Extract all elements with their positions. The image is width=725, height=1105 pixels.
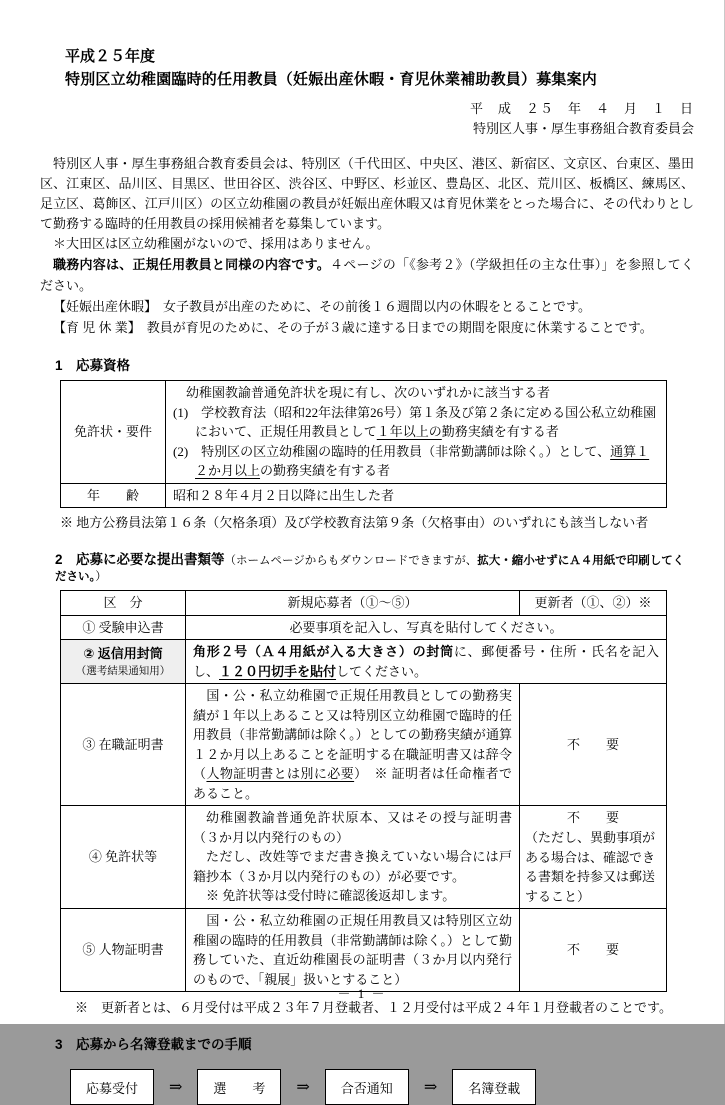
requirement-item-2-underlined: 通算１２か月以上 (195, 443, 650, 478)
envelope-size-bold: 角形２号（Ａ４用紙が入る大きさ）の封筒 (193, 644, 454, 659)
employment-certificate-post: ） ※ 証明者は任命権者であること。 (193, 766, 512, 801)
col-renewal-header: 更新者（①、②）※ (520, 591, 667, 616)
arrow-right-icon: ⇒ (423, 1079, 438, 1096)
childcare-leave-text: 教員が育児のために、その子が３歳に達する日までの期間を限度に休業することです。 (146, 320, 653, 335)
col-category-header: 区 分 (61, 591, 186, 616)
page-number: － 1 － (337, 986, 387, 1001)
employment-certificate-renewal: 不 要 (520, 684, 667, 806)
intro-paragraph: 特別区人事・厚生事務組合教育委員会は、特別区（千代田区、中央区、港区、新宿区、文京区、台東区、墨田区、江東区、品川区、目黒区、世田谷区、渋谷区、中野区、杉並区、豊島区、北区、荒川区、板橋区、練馬区、足立区、葛飾区、江戸川区）の区立幼稚園の教員が妊娠出産休暇又は育児休業をとった場合に、その代わりとして勤務する臨時的任用教員の採用候補者を募集しています。 (40, 156, 694, 231)
heading-note-post: ） (95, 571, 107, 583)
license-requirements-cell (166, 381, 667, 484)
application-form-label: ① 受験申込書 (61, 615, 186, 640)
character-certificate-renewal: 不 要 (520, 909, 667, 992)
renewal-condition-note: （ただし、異動事項がある場合は、確認できる書類を持参又は郵送すること） (525, 830, 656, 904)
maternity-leave-text: 女子教員が出産のために、その前後１６週間以内の休暇をとることです。 (163, 299, 591, 314)
return-envelope-label-main: ② 返信用封筒 (83, 646, 163, 662)
document-title: 特別区立幼稚園臨時的任用教員（妊娠出産休暇・育児休業補助教員）募集案内 (65, 71, 598, 88)
character-certificate-content (186, 909, 520, 992)
flow-step-roster-listing: 名簿登載 (452, 1069, 536, 1105)
flow-step-application: 応募受付 (70, 1069, 154, 1105)
duty-bold-text: 職務内容は、正規任用教員と同様の内容です。 (53, 257, 331, 272)
license-documents-p1: 幼稚園教諭普通免許状原本、又はその授与証明書（３か月以内発行のもの） (193, 810, 512, 845)
requirement-item-1-text: (1) 学校教育法（昭和22年法律第26号）第１条及び第２条に定める国公私立幼稚園において、正規任用教員として (173, 404, 657, 439)
table-row-employment-certificate (61, 684, 667, 806)
table-row-application-form (61, 615, 667, 640)
flow-step-result-notice: 合否通知 (325, 1069, 409, 1105)
license-requirements-label: 免許状・要件 (61, 381, 166, 484)
license-documents-renewal (520, 806, 667, 909)
flow-step-selection: 選 考 (197, 1069, 281, 1105)
arrow-right-icon: ⇒ (169, 1079, 183, 1096)
age-label: 年 齢 (61, 483, 166, 508)
table-row (61, 483, 667, 508)
employment-certificate-text (193, 688, 206, 703)
table-row-character-certificate (61, 909, 667, 992)
license-intro-text: 幼稚園教諭普通免許状を現に有し、次のいずれかに該当する者 (186, 385, 551, 400)
table-row (61, 381, 667, 484)
heading-note-bold: 拡大・縮小せずにＡ４用紙で印刷してください。 (55, 555, 685, 583)
license-documents-content (186, 806, 520, 909)
requirement-item-2 (173, 442, 659, 481)
fiscal-year-title: 平成２５年度 (65, 48, 156, 65)
return-envelope-label (61, 640, 186, 684)
duty-rest-text: ４ページの「《参考２》（学級担任の主な仕事）」を参照してください。 (40, 257, 694, 293)
section2-heading-text: 2 応募に必要な提出書類等 (55, 552, 225, 567)
requirement-item-2-tail: の勤務実績を有する者 (260, 463, 391, 478)
documents-table (60, 590, 667, 992)
requirement-item-1 (173, 403, 659, 442)
renewal-value: 不 要 (566, 810, 619, 825)
title-block (65, 46, 694, 91)
renewal-definition-note: ※ 更新者とは、６月受付は平成２３年７月登載者、１２月受付は平成２４年１月登載者のことです。 (75, 1000, 672, 1015)
maternity-leave-label: 【妊娠出産休暇】 (53, 299, 158, 314)
duty-description (40, 254, 694, 296)
stamp-bold-underlined: １２０円切手を貼付 (219, 663, 337, 679)
license-documents-p3: ※ 免許状等は受付時に確認後返却します。 (206, 888, 456, 904)
requirement-item-1-tail: 勤務実績を有する者 (441, 424, 559, 439)
character-certificate-indent (193, 913, 206, 928)
employment-certificate-pre: 国・公・私立幼稚園で正規任用教員としての勤務実績が１年以上あること又は特別区立幼稚園で臨時的任用教員（非常勤講師は除く。）としての勤務実績が通算１２か月以上あることを証明する在職証明書又は辞令（ (193, 688, 512, 781)
character-certificate-text: 国・公・私立幼稚園の正規任用教員又は特別区立幼稚園の臨時的任用教員（非常勤講師は除く。）として勤務していた、直近幼稚園長の証明書（３か月以内発行のもので、「親展」扱いとすること） (193, 913, 512, 987)
table-row-license-documents (61, 806, 667, 909)
table-row-return-envelope (61, 640, 667, 684)
section1-heading: 1 応募資格 (55, 358, 131, 373)
age-value: 昭和２８年４月２日以降に出生した者 (166, 483, 667, 508)
heading-note-pre: （ホームページからもダウンロードできますが、 (224, 555, 478, 567)
employment-certificate-label: ③ 在職証明書 (61, 684, 186, 806)
arrow-right-icon: ⇒ (296, 1079, 310, 1096)
character-certificate-label: ⑤ 人物証明書 (61, 909, 186, 992)
license-documents-label: ④ 免許状等 (61, 806, 186, 909)
ota-ward-note: ＊大田区は区立幼稚園がないので、採用はありません。 (53, 236, 379, 251)
employment-certificate-content (186, 684, 520, 806)
envelope-text: に、郵便番号・住所・氏名を記入し、 (193, 644, 659, 679)
application-form-content: 必要事項を記入し、写真を貼付してください。 (186, 615, 667, 640)
return-envelope-label-sub: （選考結果通知用） (75, 665, 171, 677)
envelope-text-tail: してください。 (336, 663, 428, 679)
childcare-leave-definition (40, 317, 694, 338)
maternity-leave-definition (40, 296, 694, 317)
employment-certificate-underlined: 人物証明書とは別に必要 (206, 766, 355, 781)
requirement-item-2-text: (2) 特別区の区立幼稚園の臨時的任用教員（非常勤講師は除く。）として、 (173, 443, 611, 459)
requirement-item-1-underlined: １年以上の (376, 424, 442, 439)
issue-date: 平 成 ２５ 年 ４ 月 １ 日 (469, 101, 694, 116)
disqualification-note: ※ 地方公務員法第１６条（欠格条項）及び学校教育法第９条（欠格事由）のいずれにも該当しない者 (60, 515, 649, 530)
issuing-organization: 特別区人事・厚生事務組合教育委員会 (472, 121, 694, 136)
eligibility-table (60, 380, 667, 508)
col-new-applicant-header: 新規応募者（①～⑤） (186, 591, 520, 616)
table-header-row (61, 591, 667, 616)
return-envelope-content (186, 640, 667, 684)
section2-heading (55, 548, 694, 584)
license-documents-p2: ただし、改姓等でまだ書き換えていない場合には戸籍抄本（３か月以内発行のもの）が必要です。 (193, 849, 512, 884)
procedure-flow (70, 1069, 694, 1105)
section3-heading: 3 応募から名簿登載までの手順 (55, 1037, 252, 1052)
childcare-leave-label: 【育 児 休 業】 (53, 320, 141, 335)
